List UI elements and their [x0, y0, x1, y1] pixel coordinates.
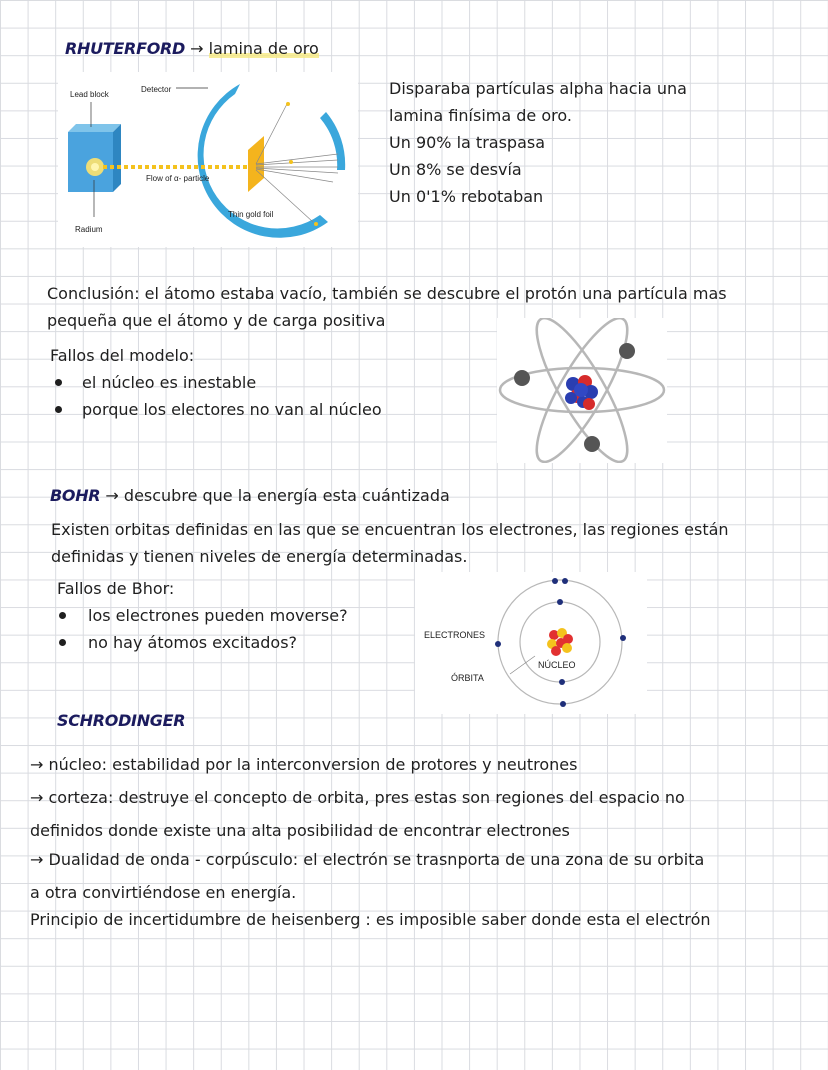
rutherford-desc-line: Un 8% se desvía	[389, 160, 522, 179]
bohr-nucleus	[547, 628, 573, 656]
arrow-icon: →	[190, 39, 204, 58]
schrodinger-line: definidos donde existe una alta posibilidad de encontrar electrones	[30, 821, 570, 840]
arrow-icon: →	[105, 486, 119, 505]
electron	[514, 370, 530, 386]
bohr-subtitle: descubre que la energía esta cuántizada	[123, 486, 450, 505]
lead-block	[68, 124, 121, 132]
label-radium: Radium	[75, 225, 103, 234]
bohr-diagram	[415, 572, 647, 714]
electron	[619, 343, 635, 359]
bullet-icon	[55, 406, 62, 413]
bohr-description	[51, 516, 729, 570]
rutherford-fallos-title: Fallos del modelo:	[50, 346, 195, 365]
bohr-desc-line: definidas y tienen niveles de energía determinadas.	[51, 547, 468, 566]
rutherford-heading	[65, 38, 319, 60]
schrodinger-line: a otra convirtiéndose en energía.	[30, 883, 297, 902]
bullet-icon	[55, 379, 62, 386]
schrodinger-body	[30, 748, 711, 936]
label-foil: Thin gold foil	[228, 210, 274, 219]
label-nucleo: NÚCLEO	[538, 660, 576, 670]
label-orbita: ÓRBITA	[451, 673, 484, 683]
label-detector: Detector	[141, 85, 172, 94]
rutherford-description	[389, 75, 687, 210]
schrodinger-line: Principio de incertidumbre de heisenberg : es imposible saber donde esta el electrón	[30, 910, 711, 929]
rutherford-fallo-item: porque los electores no van al núcleo	[82, 400, 382, 419]
bullet-icon	[59, 639, 66, 646]
bohr-fallos-title: Fallos de Bhor:	[57, 579, 175, 598]
atom-illustration	[497, 318, 667, 463]
rutherford-title: RHUTERFORD	[65, 39, 186, 58]
label-electrones: ELECTRONES	[424, 630, 486, 640]
schrodinger-line: → núcleo: estabilidad por la interconversion de protores y neutrones	[30, 755, 578, 774]
atom-nucleus	[565, 375, 598, 410]
bullet-icon	[59, 612, 66, 619]
rutherford-desc-line: Disparaba partículas alpha hacia una	[389, 79, 687, 98]
schrodinger-title: SCHRODINGER	[57, 711, 186, 730]
rutherford-desc-line: lamina finísima de oro.	[389, 106, 572, 125]
rutherford-fallo-item: el núcleo es inestable	[82, 373, 257, 392]
bohr-fallo-item: no hay átomos excitados?	[88, 633, 298, 652]
schrodinger-line: → Dualidad de onda - corpúsculo: el electrón se trasnporta de una zona de su orbita	[30, 850, 705, 869]
conclusion-line: Conclusión: el átomo estaba vacío, también se descubre el protón una partícula mas	[47, 284, 727, 303]
bohr-heading	[50, 485, 450, 507]
rutherford-desc-line: Un 90% la traspasa	[389, 133, 546, 152]
schrodinger-line: → corteza: destruye el concepto de orbita, pres estas son regiones del espacio no	[30, 788, 685, 807]
rutherford-subtitle: lamina de oro	[208, 39, 319, 58]
rutherford-experiment-figure	[58, 72, 358, 247]
label-flow: Flow of α- particle	[146, 174, 210, 183]
bohr-title: BOHR	[50, 486, 101, 505]
conclusion-line: pequeña que el átomo y de carga positiva	[47, 311, 386, 330]
label-lead-block: Lead block	[70, 90, 109, 99]
bohr-fallo-item: los electrones pueden moverse?	[88, 606, 348, 625]
electron	[584, 436, 600, 452]
rutherford-desc-line: Un 0'1% rebotaban	[389, 187, 544, 206]
bohr-desc-line: Existen orbitas definidas en las que se encuentran los electrones, las regiones están	[51, 520, 729, 539]
